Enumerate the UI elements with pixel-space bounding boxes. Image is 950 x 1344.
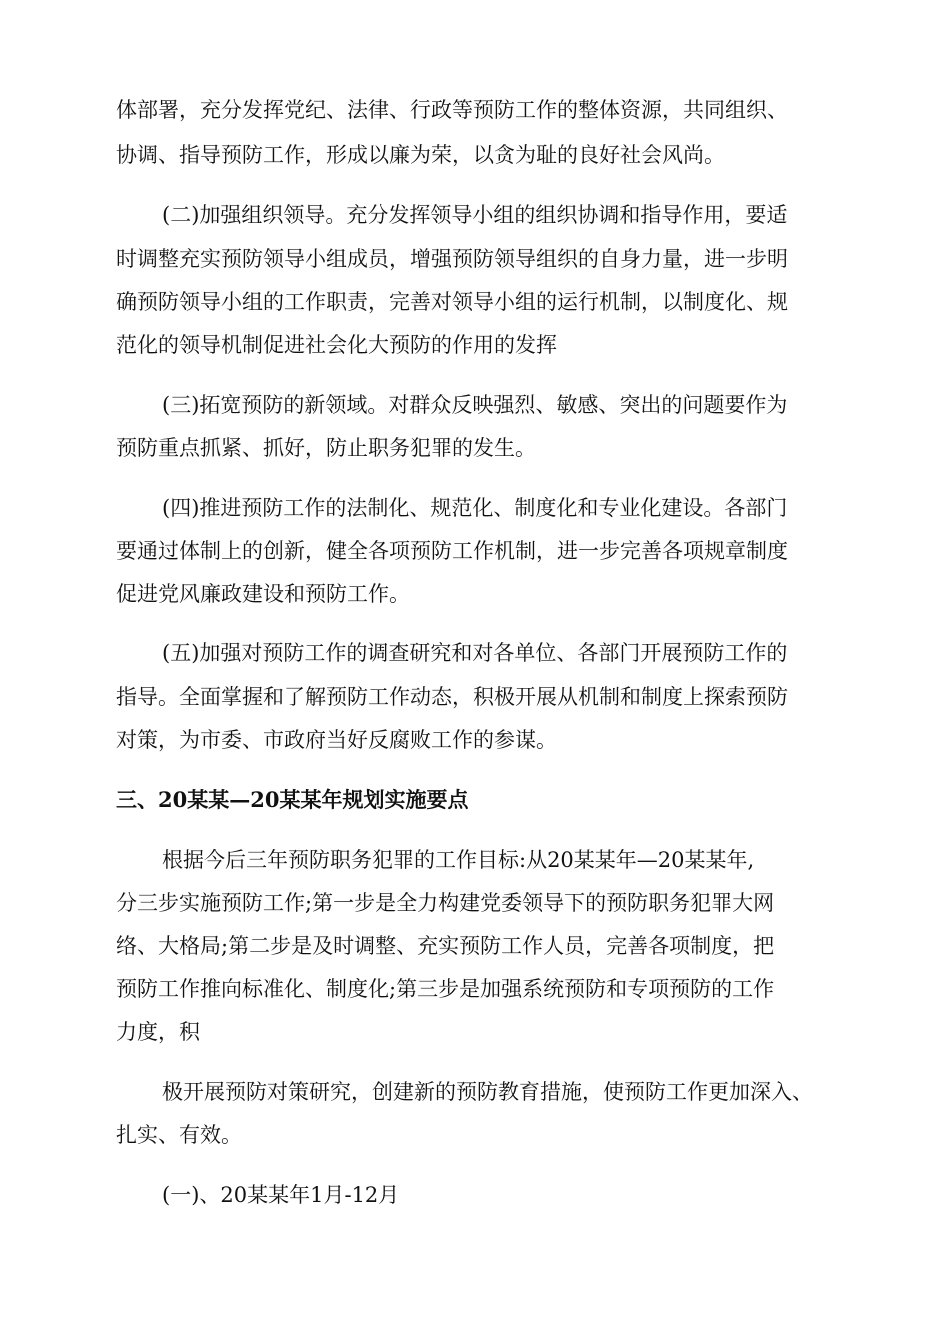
text-line: 对策，为市委、市政府当好反腐败工作的参谋。 [116, 728, 557, 752]
text-line: 确预防领导小组的工作职责，完善对领导小组的运行机制，以制度化、规 [116, 290, 788, 314]
text-line: 指导。全面掌握和了解预防工作动态，积极开展从机制和制度上探索预防 [116, 685, 788, 709]
section-heading: 三、20某某—20某某年规划实施要点 [116, 787, 469, 812]
section-2-heading-line: (二)加强组织领导。充分发挥领导小组的组织协调和指导作用，要适 [162, 203, 788, 227]
text-line: 要通过体制上的创新，健全各项预防工作机制，进一步完善各项规章制度 [116, 539, 788, 563]
section-5-heading-line: (五)加强对预防工作的调查研究和对各单位、各部门开展预防工作的 [162, 641, 788, 665]
text-line: 协调、指导预防工作，形成以廉为荣，以贪为耻的良好社会风尚。 [116, 143, 725, 167]
text-line: 体部署，充分发挥党纪、法律、行政等预防工作的整体资源，共同组织、 [116, 98, 788, 122]
text-line: 预防重点抓紧、抓好，防止职务犯罪的发生。 [116, 436, 536, 460]
text-line: 络、大格局;第二步是及时调整、充实预防工作人员，完善各项制度，把 [116, 934, 775, 958]
section-4-heading-line: (四)推进预防工作的法制化、规范化、制度化和专业化建设。各部门 [162, 496, 788, 520]
subsection-heading-line: (一)、20某某年1月-12月 [162, 1183, 400, 1207]
text-line: 促进党风廉政建设和预防工作。 [116, 582, 410, 606]
text-line: 时调整充实预防领导小组成员，增强预防领导组织的自身力量，进一步明 [116, 247, 788, 271]
text-line: 分三步实施预防工作;第一步是全力构建党委领导下的预防职务犯罪大网 [116, 891, 775, 915]
text-line: 扎实、有效。 [116, 1123, 242, 1147]
text-line: 范化的领导机制促进社会化大预防的作用的发挥 [116, 333, 557, 357]
text-line: 力度，积 [116, 1020, 200, 1044]
section-3-heading-line: (三)拓宽预防的新领域。对群众反映强烈、敏感、突出的问题要作为 [162, 393, 788, 417]
text-line: 根据今后三年预防职务犯罪的工作目标:从20某某年—20某某年, [162, 848, 755, 872]
text-line: 极开展预防对策研究，创建新的预防教育措施，使预防工作更加深入、 [162, 1080, 813, 1104]
text-line: 预防工作推向标准化、制度化;第三步是加强系统预防和专项预防的工作 [116, 977, 775, 1001]
